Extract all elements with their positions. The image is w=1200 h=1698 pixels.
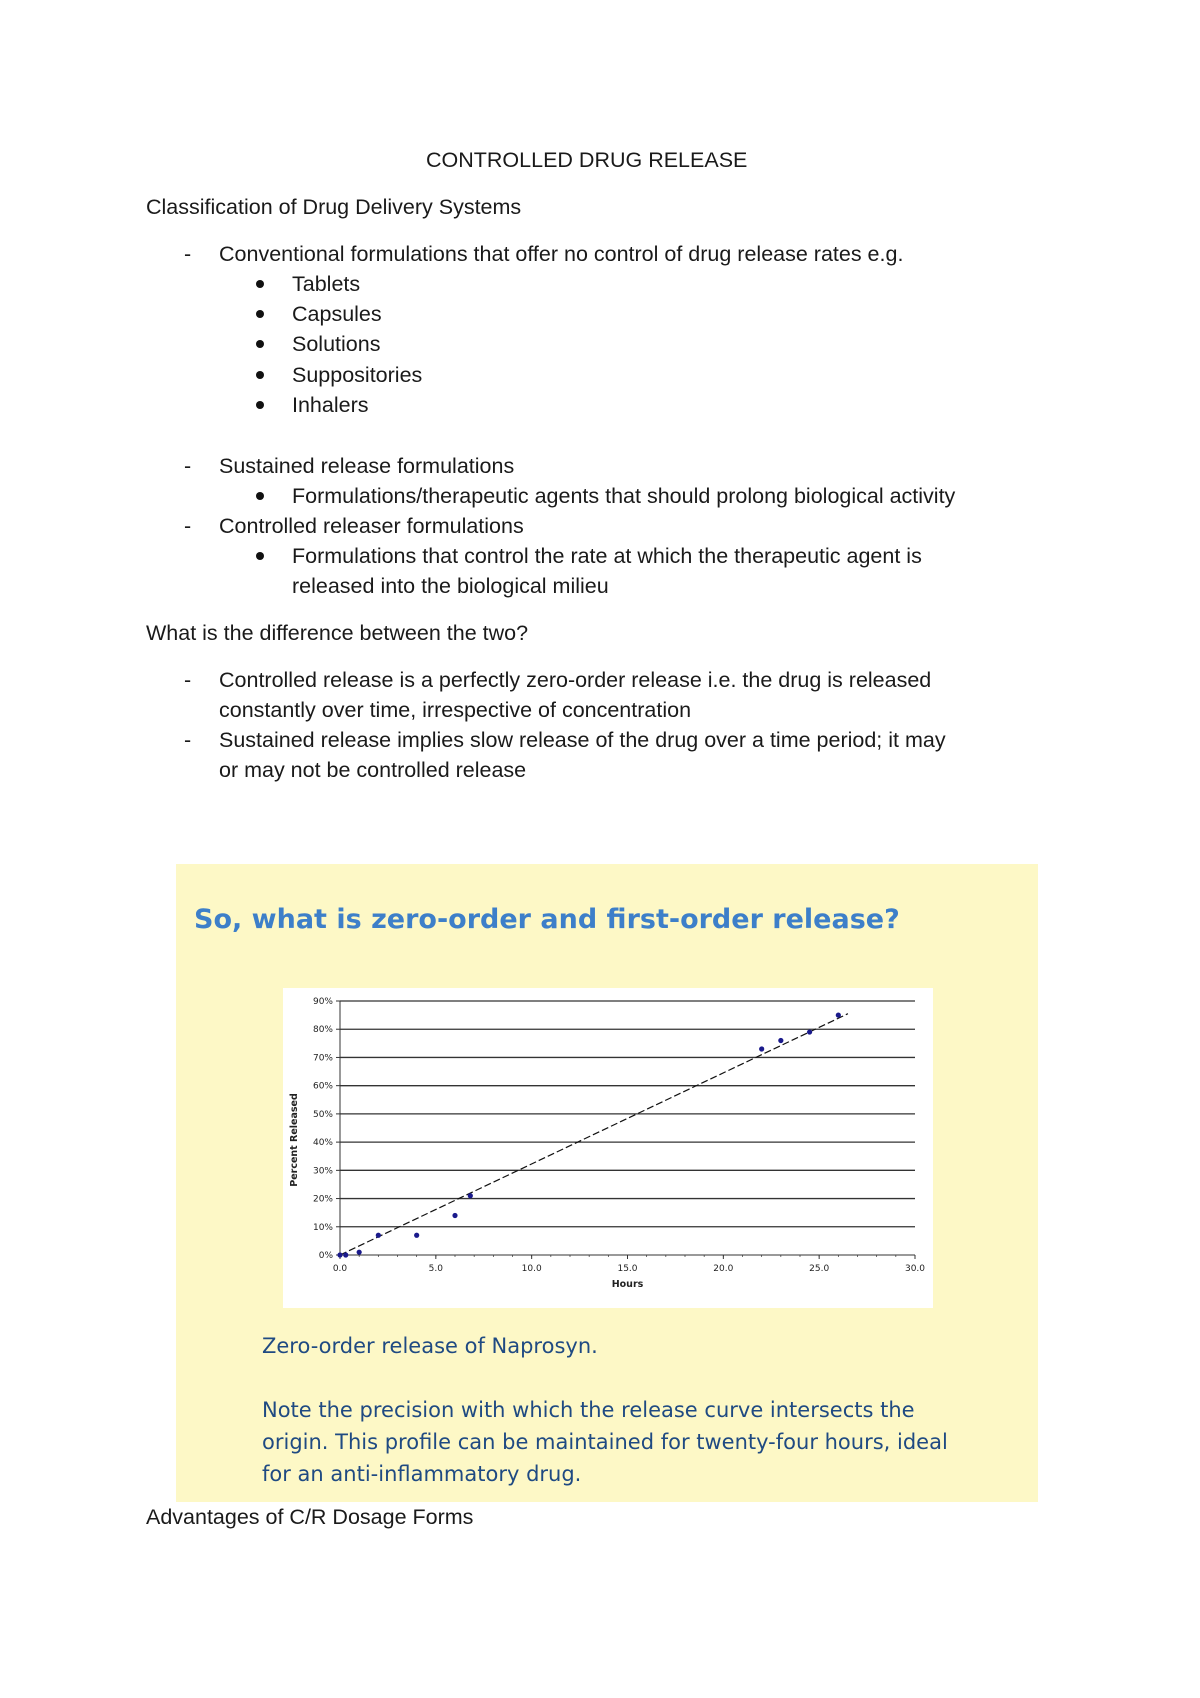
list-dash: -	[184, 514, 192, 538]
document-title: CONTROLLED DRUG RELEASE	[426, 148, 748, 172]
trendline	[340, 1014, 848, 1255]
sub-item-tablets: Tablets	[292, 272, 361, 296]
bullet-icon	[256, 492, 264, 500]
list-item-conventional: Conventional formulations that offer no control of drug release rates e.g.	[219, 242, 904, 266]
slide-note-line3: for an anti-inflammatory drug.	[262, 1462, 582, 1486]
list-item-sustained: Sustained release formulations	[219, 454, 515, 478]
bullet-icon	[256, 340, 264, 348]
slide-caption: Zero-order release of Naprosyn.	[262, 1334, 598, 1358]
embedded-slide	[176, 864, 1038, 1502]
sub-item-solutions: Solutions	[292, 332, 381, 356]
y-tick-label: 10%	[312, 1222, 333, 1233]
bullet-icon	[256, 552, 264, 560]
list-dash: -	[184, 454, 192, 478]
y-tick-label: 20%	[312, 1194, 333, 1205]
x-tick-label: 15.0	[617, 1264, 638, 1274]
data-point	[468, 1193, 473, 1198]
difference-sustained-line1: Sustained release implies slow release of the drug over a time period; it may	[219, 728, 946, 752]
footer-heading: Advantages of C/R Dosage Forms	[146, 1505, 474, 1529]
y-tick-label: 90%	[312, 997, 333, 1007]
data-point	[376, 1233, 381, 1238]
x-tick-label: 20.0	[713, 1264, 734, 1274]
slide-title: So, what is zero-order and first-order release?	[194, 904, 900, 935]
list-item-controlled: Controlled releaser formulations	[219, 514, 524, 538]
list-dash: -	[184, 668, 192, 692]
sub-item-capsules: Capsules	[292, 302, 382, 326]
x-tick-label: 10.0	[521, 1264, 542, 1274]
bullet-icon	[256, 401, 264, 409]
y-tick-label: 80%	[312, 1025, 333, 1036]
data-point	[759, 1046, 764, 1051]
data-point	[452, 1213, 457, 1218]
sub-item-inhalers: Inhalers	[292, 393, 369, 417]
question-heading: What is the difference between the two?	[146, 621, 529, 645]
sub-item-sustained-desc: Formulations/therapeutic agents that should prolong biological activity	[292, 484, 956, 508]
sub-item-suppositories: Suppositories	[292, 363, 423, 387]
bullet-icon	[256, 371, 264, 379]
y-tick-label: 40%	[312, 1138, 333, 1149]
sub-item-controlled-desc-line1: Formulations that control the rate at which the therapeutic agent is	[292, 544, 922, 568]
y-tick-label: 0%	[318, 1251, 333, 1261]
data-point	[807, 1029, 812, 1034]
data-point	[836, 1013, 841, 1018]
data-point	[357, 1250, 362, 1255]
sub-item-controlled-desc-line2: released into the biological milieu	[292, 574, 609, 598]
data-point	[778, 1038, 783, 1043]
list-dash: -	[184, 242, 192, 266]
difference-controlled-line2: constantly over time, irrespective of concentration	[219, 698, 692, 722]
slide-note-line1: Note the precision with which the release curve intersects the	[262, 1398, 915, 1422]
x-axis-label: Hours	[611, 1279, 644, 1290]
y-tick-label: 60%	[312, 1081, 333, 1092]
bullet-icon	[256, 280, 264, 288]
y-tick-label: 50%	[312, 1109, 333, 1120]
chart-svg	[283, 988, 933, 1308]
x-tick-label: 0.0	[332, 1264, 348, 1274]
difference-sustained-line2: or may not be controlled release	[219, 758, 527, 782]
y-tick-label: 30%	[312, 1166, 333, 1177]
bullet-icon	[256, 310, 264, 318]
slide-note-line2: origin. This profile can be maintained for twenty-four hours, ideal	[262, 1430, 948, 1454]
list-dash: -	[184, 728, 192, 752]
data-point	[414, 1233, 419, 1238]
x-tick-label: 25.0	[809, 1264, 830, 1274]
difference-controlled-line1: Controlled release is a perfectly zero-order release i.e. the drug is released	[219, 668, 932, 692]
x-tick-label: 30.0	[904, 1264, 926, 1274]
data-point	[337, 1252, 342, 1257]
chart	[283, 988, 933, 1308]
y-axis-label: Percent Released	[289, 1093, 300, 1187]
section-heading: Classification of Drug Delivery Systems	[146, 195, 522, 219]
x-tick-label: 5.0	[428, 1264, 443, 1274]
data-point	[343, 1252, 348, 1257]
y-tick-label: 70%	[312, 1053, 333, 1064]
